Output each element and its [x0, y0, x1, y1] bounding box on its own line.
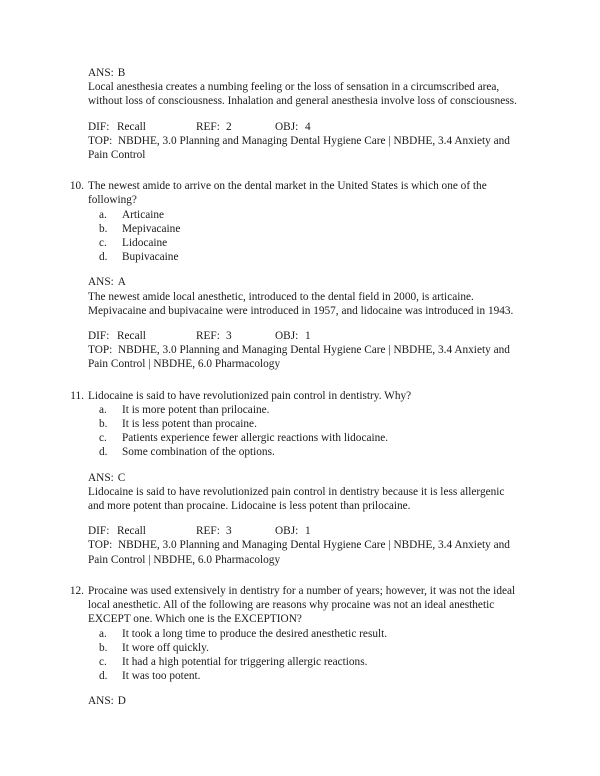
answer-value: A — [117, 276, 126, 289]
option-letter: b. — [99, 418, 108, 431]
obj-label: OBJ: — [275, 525, 299, 538]
option-d[interactable] — [99, 669, 518, 683]
option-letter: c. — [99, 237, 107, 250]
option-b[interactable] — [99, 222, 518, 236]
top-value: NBDHE, 3.0 Planning and Managing Dental Hygiene Care | NBDHE, 3.4 Anxiety and Pain Control | NBDHE, 6.0 Pharmacology — [88, 344, 510, 371]
spacer — [66, 460, 518, 471]
spacer — [66, 109, 518, 120]
spacer — [66, 372, 518, 389]
dif-label: DIF: — [88, 525, 110, 538]
ref-label: REF: — [196, 330, 220, 343]
answer-value: D — [117, 695, 126, 708]
option-letter: a. — [99, 627, 107, 640]
option-text: Lidocaine — [122, 237, 168, 250]
dif-label: DIF: — [88, 120, 110, 133]
option-text: It had a high potential for triggering allergic reactions. — [122, 655, 368, 668]
option-text: Some combination of the options. — [122, 446, 275, 459]
dif-label: DIF: — [88, 330, 110, 343]
option-b[interactable] — [99, 417, 518, 431]
option-text: It wore off quickly. — [122, 641, 209, 654]
dif-value: Recall — [117, 330, 146, 343]
question-stem: The newest amide to arrive on the dental market in the United States is which one of the following? — [88, 180, 487, 207]
answer-line-q9 — [88, 66, 518, 80]
metadata-row-q10 — [88, 329, 518, 343]
option-a[interactable] — [99, 627, 518, 641]
ref-label: REF: — [196, 120, 220, 133]
obj-value: 1 — [305, 330, 311, 343]
ref-value: 2 — [226, 120, 232, 133]
obj-value: 4 — [305, 120, 311, 133]
document-text-column — [66, 66, 518, 709]
answer-line-q12 — [88, 694, 518, 708]
spacer — [66, 513, 518, 524]
ref-value: 3 — [226, 525, 232, 538]
option-letter: d. — [99, 446, 108, 459]
option-text: Mepivacaine — [122, 222, 181, 235]
option-c[interactable] — [99, 236, 518, 250]
ref-value: 3 — [226, 330, 232, 343]
obj-label: OBJ: — [275, 120, 299, 133]
option-letter: a. — [99, 208, 107, 221]
option-text: Articaine — [122, 208, 165, 221]
spacer — [66, 264, 518, 275]
question-stem: Procaine was used extensively in dentistry for a number of years; however, it was not the ideal local anesthetic. All of the following are reasons why procaine was not an ideal anesthetic EXCEPT one. Which one is the EXCEPTION? — [88, 584, 516, 626]
question-10 — [66, 179, 518, 264]
rationale-q9: Local anesthesia creates a numbing feeling or the loss of sensation in a circumscribed area, without loss of consciousness. Inhalation and general anesthesia involve loss of consciousness. — [88, 81, 517, 108]
answer-line-q11 — [88, 471, 518, 485]
spacer — [66, 567, 518, 584]
top-label: TOP: — [88, 344, 113, 357]
option-b[interactable] — [99, 641, 518, 655]
obj-label: OBJ: — [275, 330, 299, 343]
option-letter: c. — [99, 655, 107, 668]
option-list — [88, 627, 518, 684]
dif-value: Recall — [117, 120, 146, 133]
option-list — [88, 208, 518, 265]
top-value: NBDHE, 3.0 Planning and Managing Dental Hygiene Care | NBDHE, 3.4 Anxiety and Pain Control | NBDHE, 6.0 Pharmacology — [88, 539, 510, 566]
option-letter: a. — [99, 403, 107, 416]
question-number: 12. — [69, 584, 84, 597]
option-c[interactable] — [99, 655, 518, 669]
option-letter: d. — [99, 670, 108, 683]
option-a[interactable] — [99, 403, 518, 417]
answer-label: ANS: — [88, 67, 114, 79]
rationale-q10: The newest amide local anesthetic, introduced to the dental field in 2000, is articaine. Mepivacaine and bupivacaine were introduced in 1957, and lidocaine was introduced in 1943. — [88, 290, 514, 317]
metadata-row-q11 — [88, 524, 518, 538]
option-text: Patients experience fewer allergic reactions with lidocaine. — [122, 432, 389, 445]
question-stem: Lidocaine is said to have revolutionized pain control in dentistry. Why? — [88, 389, 412, 402]
ref-label: REF: — [196, 525, 220, 538]
option-text: Bupivacaine — [122, 251, 179, 264]
answer-label: ANS: — [88, 276, 114, 289]
dif-value: Recall — [117, 525, 146, 538]
spacer — [66, 162, 518, 179]
rationale-q11: Lidocaine is said to have revolutionized pain control in dentistry because it is less allergenic and more potent than procaine. Lidocaine is less potent than prilocaine. — [88, 485, 505, 513]
option-text: It is less potent than procaine. — [122, 418, 257, 431]
topic-line-q10 — [88, 343, 518, 371]
answer-value: B — [117, 67, 126, 79]
spacer — [66, 318, 518, 329]
answer-value: C — [117, 471, 126, 484]
option-letter: b. — [99, 222, 108, 235]
option-letter: d. — [99, 251, 108, 264]
option-list — [88, 403, 518, 460]
top-label: TOP: — [88, 539, 113, 552]
topic-line-q11 — [88, 538, 518, 566]
answer-label: ANS: — [88, 695, 114, 708]
spacer — [66, 683, 518, 694]
topic-line-q9 — [88, 134, 518, 162]
option-d[interactable] — [99, 445, 518, 459]
answer-line-q10 — [88, 275, 518, 289]
option-text: It was too potent. — [122, 670, 201, 683]
option-text: It is more potent than prilocaine. — [122, 403, 270, 416]
option-c[interactable] — [99, 431, 518, 445]
top-value: NBDHE, 3.0 Planning and Managing Dental Hygiene Care | NBDHE, 3.4 Anxiety and Pain Control — [88, 134, 510, 162]
top-label: TOP: — [88, 134, 113, 147]
question-12 — [66, 584, 518, 683]
obj-value: 1 — [305, 525, 311, 538]
option-text: It took a long time to produce the desired anesthetic result. — [122, 627, 388, 640]
option-d[interactable] — [99, 250, 518, 264]
question-number: 10. — [69, 180, 84, 193]
option-letter: c. — [99, 432, 107, 445]
question-number: 11. — [70, 389, 84, 402]
answer-label: ANS: — [88, 471, 114, 484]
question-11 — [66, 389, 518, 460]
option-a[interactable] — [99, 208, 518, 222]
option-letter: b. — [99, 641, 108, 654]
metadata-row-q9 — [88, 120, 518, 134]
